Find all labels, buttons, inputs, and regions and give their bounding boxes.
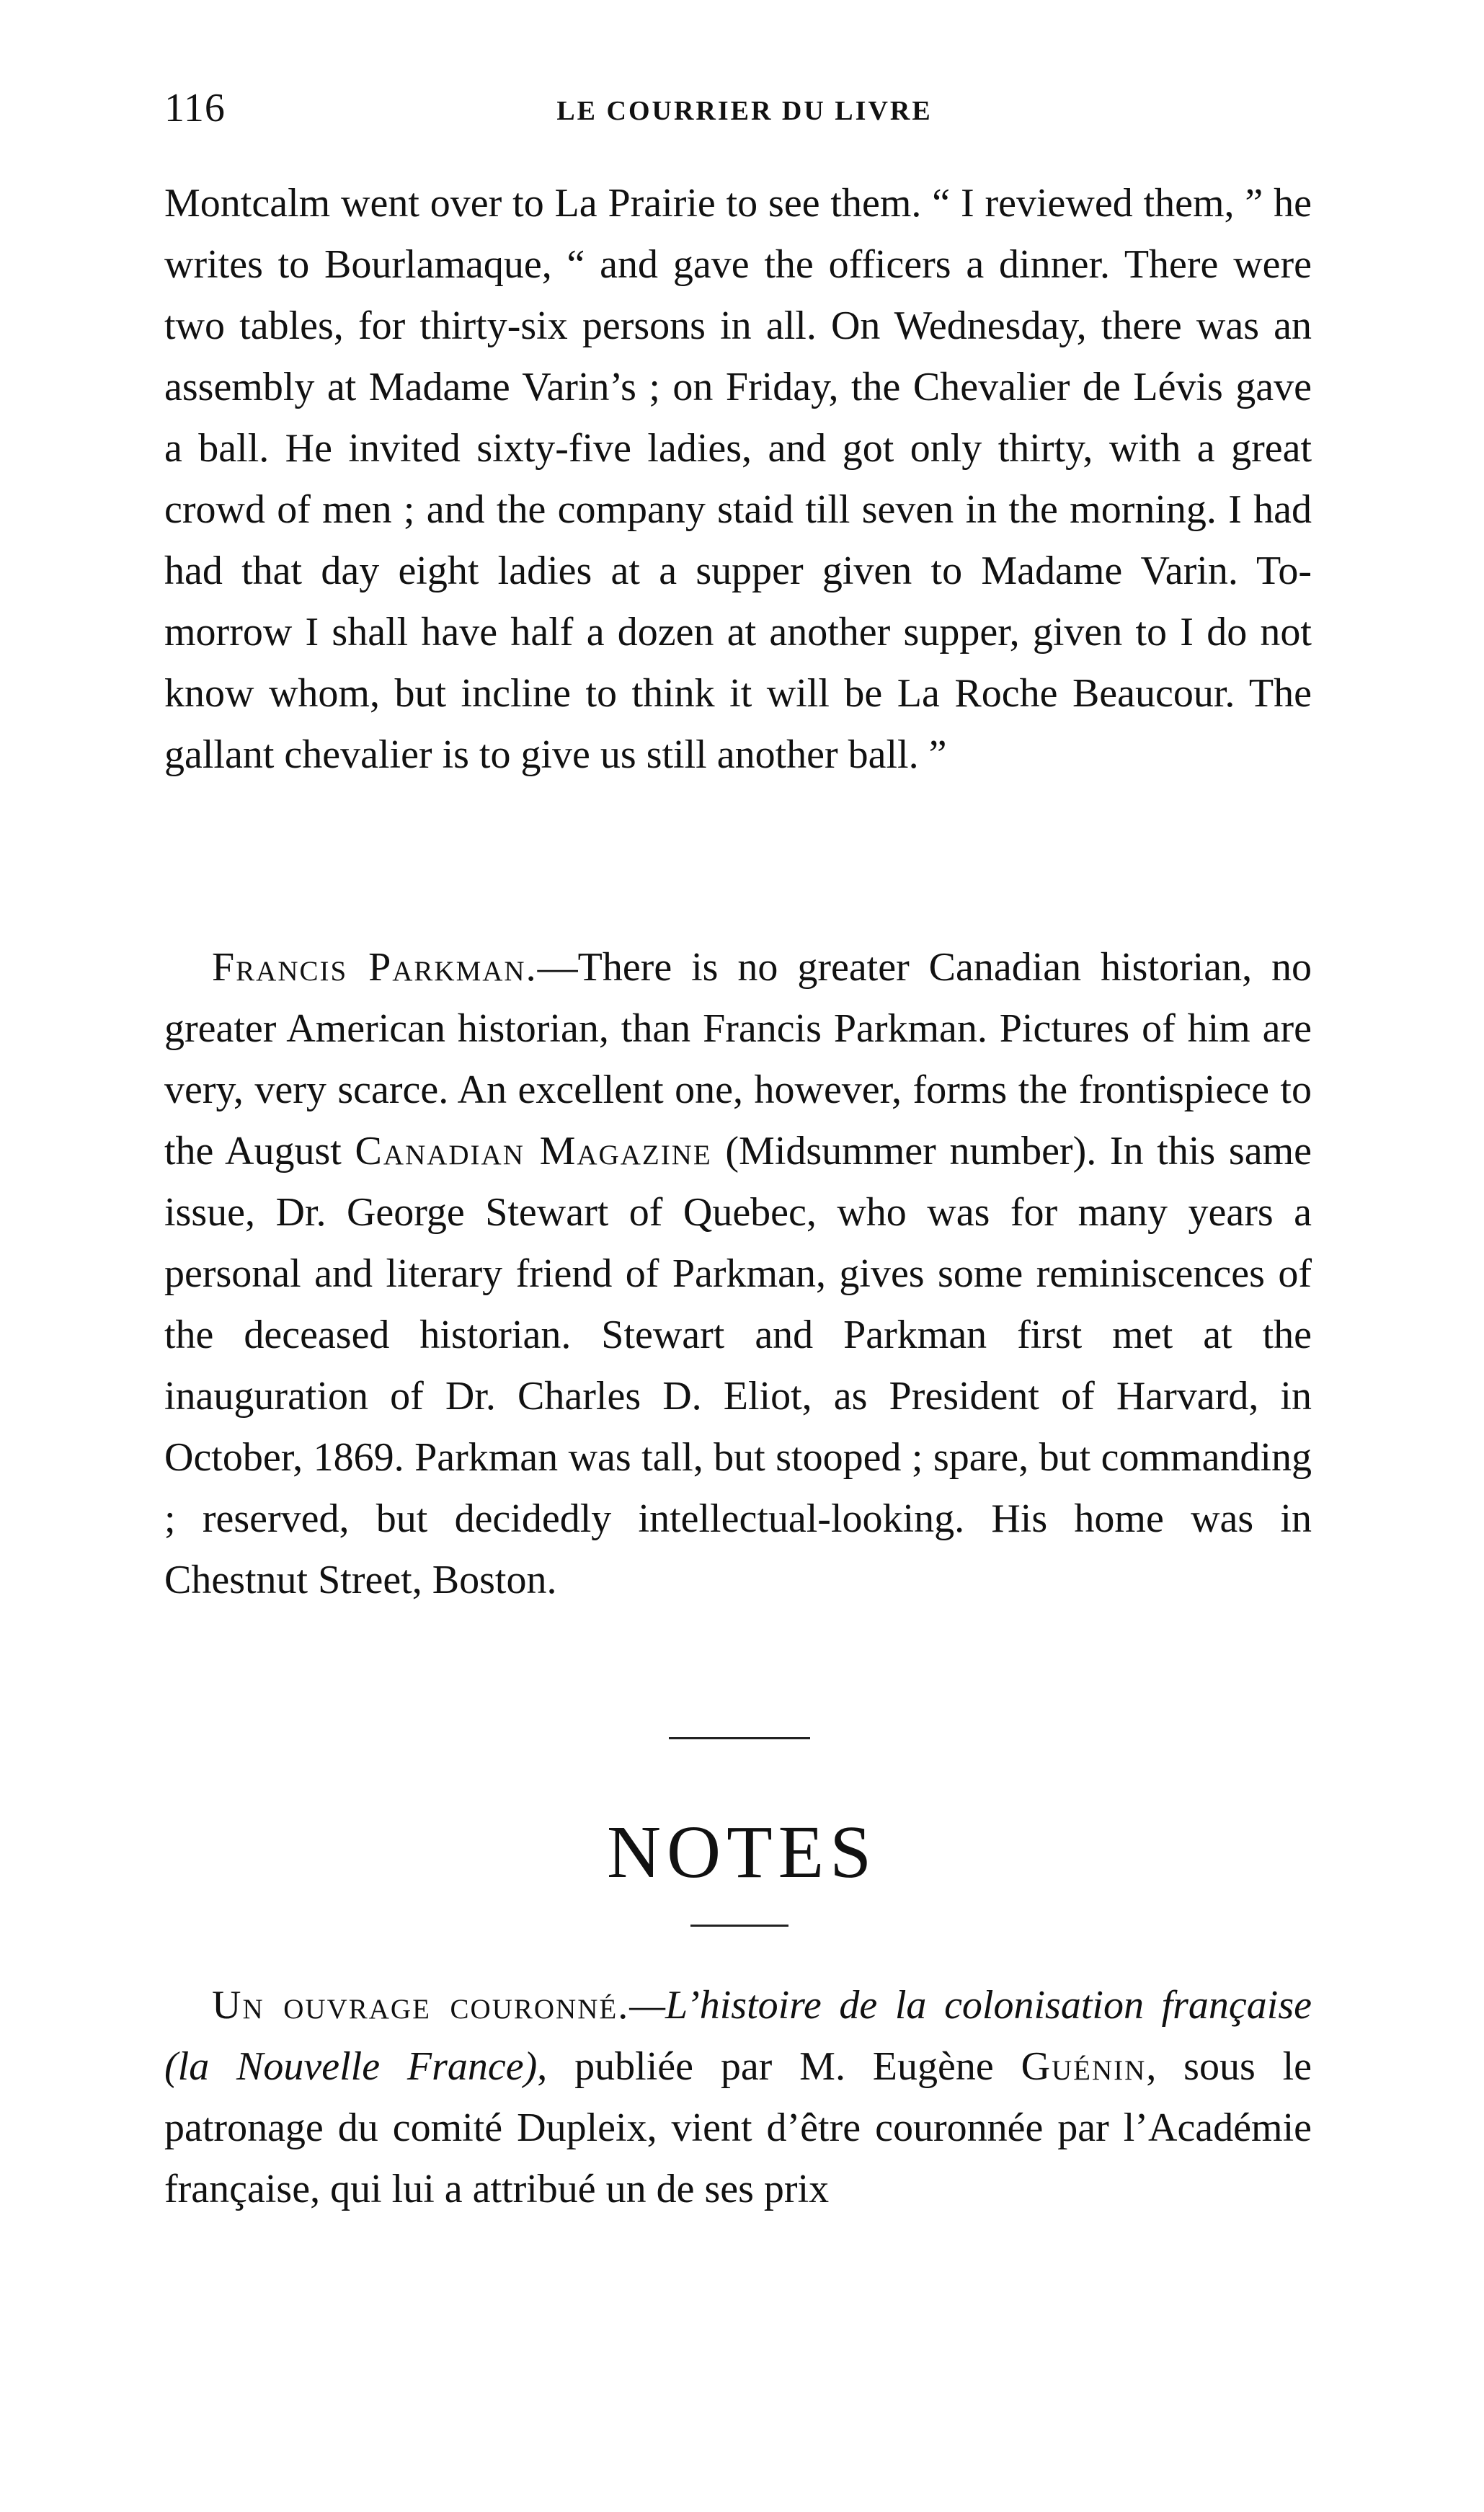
page-header bbox=[164, 85, 1325, 143]
section-divider-top bbox=[669, 1737, 810, 1739]
notes-lead: Un ouvrage couronné. bbox=[212, 1983, 630, 2028]
book-title: —L’histoire de la colonisation française (la Nouvelle France) bbox=[164, 1983, 1312, 2089]
notes-text: , publiée par M. Eugène bbox=[537, 2044, 1021, 2089]
magazine-name: Canadian Magazine bbox=[355, 1129, 712, 1173]
notes-text: , sous le patronage du comité Dupleix, vient d’être couronnée par l’Académie française, qui lui a attribué un de ses prix bbox=[164, 2044, 1312, 2211]
page-number: 116 bbox=[164, 86, 226, 130]
paragraph-notes bbox=[164, 1975, 1312, 2220]
paragraph-montcalm: Montcalm went over to La Prairie to see them. “ I reviewed them, ” he writes to Bourlamaque, “ and gave the officers a dinner. There were two tables, for thirty-six persons in all. On Wednesday, there was an assembly at Madame Varin’s ; on Friday, the Chevalier de Lévis gave a ball. He invited sixty-five ladies, and got only thirty, with a great crowd of men ; and the company staid till seven in the morning. I had had that day eight ladies at a supper given to Madame Varin. To-morrow I shall have half a dozen at another supper, given to I do not know whom, but incline to think it will be La Roche Beaucour. The gallant chevalier is to give us still another ball. ” bbox=[164, 181, 1312, 777]
author-name: Guénin bbox=[1021, 2044, 1147, 2089]
paragraph-text: (Midsummer number). In this same issue, Dr. George Stewart of Quebec, who was for many years a personal and literary friend of Parkman, gives some reminiscences of the deceased historian. Stewart and Parkman first met at the inauguration of Dr. Charles D. Eliot, as President of Harvard, in October, 1869. Parkman was tall, but stooped ; spare, but commanding ; reserved, but decidedly intellectual-looking. His home was in Chestnut Street, Boston. bbox=[164, 1129, 1312, 1602]
notes-heading: NOTES bbox=[606, 1811, 878, 1894]
paragraph-text: —There is no greater Canadian historian, no greater American historian, than Francis Parkman. Pictures of him are very, very scarce. An excellent one, however, forms the frontispiece to the August bbox=[164, 945, 1312, 1173]
paragraph-parkman bbox=[164, 937, 1312, 1611]
paragraph-lead: Francis Parkman. bbox=[212, 945, 538, 990]
section-divider-bottom bbox=[690, 1925, 788, 1927]
running-title: LE COURRIER DU LIVRE bbox=[556, 96, 933, 126]
